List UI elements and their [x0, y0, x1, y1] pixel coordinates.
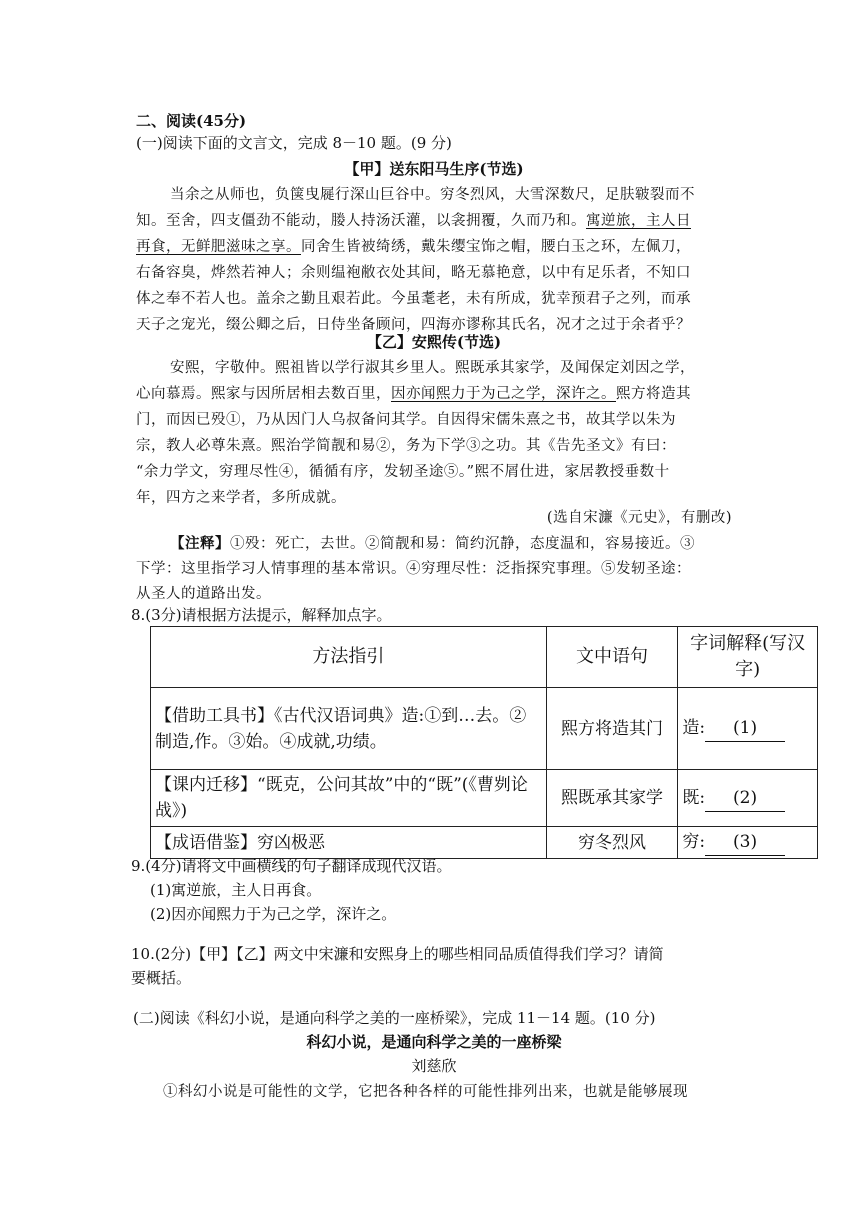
answer-cell: 既: (2)	[678, 770, 818, 827]
text-a-line: 知。至舍，四支僵劲不能动，媵人持汤沃灌，以衾拥覆，久而乃和。寓逆旅，主人日	[136, 213, 691, 229]
text-b-line: “余力学文，穷理尽性④，循循有序，发轫圣途⑤。”熙不屑仕进，家居教授垂数十	[136, 464, 670, 480]
sentence-cell: 穷冬烈风	[546, 827, 678, 859]
table-row	[151, 827, 818, 859]
text-b-title: 【乙】安熙传(节选)	[366, 333, 502, 351]
source-citation: (选自宋濂《元史》，有删改)	[546, 510, 732, 526]
answer-blank[interactable]: (2)	[705, 785, 785, 812]
header-method: 方法指引	[151, 627, 547, 688]
text-b-line: 心向慕焉。熙家与因所居相去数百里，因亦闻熙力于为己之学，深许之。熙方将造其	[136, 386, 691, 402]
table-row	[151, 688, 818, 770]
table-header-row	[151, 627, 818, 688]
text-a-line: 右备容臭，烨然若神人；余则缊袍敝衣处其间，略无慕艳意，以中有足乐者，不知口	[136, 265, 691, 281]
question-8-stem: 8.(3分)请根据方法提示，解释加点字。	[131, 606, 392, 624]
text-a-line: 再食，无鲜肥滋味之享。同舍生皆被绮绣，戴朱缨宝饰之帽，腰白玉之环，左佩刀，	[136, 239, 691, 255]
underlined-sentence: 再食，无鲜肥滋味之享。	[136, 239, 301, 255]
method-cell: 【借助工具书】《古代汉语词典》造:①到…去。②制造,作。③始。④成就,功绩。	[151, 688, 547, 770]
question-10-stem: 10.(2分)【甲】【乙】两文中宋濂和安熙身上的哪些相同品质值得我们学习？请简	[131, 945, 664, 963]
text-b-line: 安熙，字敬仲。熙祖皆以学行淑其乡里人。熙既承其家学，及闻保定刘因之学，	[170, 360, 695, 376]
section-title: 二、阅读(45分)	[136, 112, 247, 130]
part1-intro: (一)阅读下面的文言文，完成 8－10 题。(9 分)	[136, 134, 452, 152]
part2-intro: (二)阅读《科幻小说，是通向科学之美的一座桥梁》，完成 11－14 题。(10 分)	[133, 1009, 656, 1027]
question-9-item: (1)寓逆旅，主人日再食。	[150, 881, 322, 899]
question-9-stem: 9.(4分)请将文中画横线的句子翻译成现代汉语。	[131, 857, 452, 875]
text-a-line: 天子之宠光，缀公卿之后，日侍坐备顾问，四海亦谬称其氏名，况才之过于余者乎？	[136, 317, 691, 333]
text-a-line: 当余之从师也，负箧曳屣行深山巨谷中。穷冬烈风，大雪深数尺，足肤皲裂而不	[170, 187, 695, 203]
method-table	[150, 626, 818, 859]
answer-blank[interactable]: (3)	[705, 829, 785, 856]
text-b-line: 门，而因已殁①，乃从因门人乌叔备问其学。自因得宋儒朱熹之书，故其学以朱为	[136, 412, 676, 428]
text-b-line: 宗，教人必尊朱熹。熙治学简靓和易②，务为下学③之功。其《告先圣文》有曰：	[136, 438, 676, 454]
answer-cell: 穷: (3)	[678, 827, 818, 859]
article-title: 科幻小说，是通向科学之美的一座桥梁	[306, 1033, 562, 1051]
method-cell: 【成语借鉴】穷凶极恶	[151, 827, 547, 859]
text-a-line: 体之奉不若人也。盖余之勤且艰若此。今虽耄老，未有所成，犹幸预君子之列，而承	[136, 291, 691, 307]
question-10-stem: 要概括。	[131, 969, 192, 987]
sentence-cell: 熙既承其家学	[546, 770, 678, 827]
notes-label: 【注释】	[170, 535, 230, 552]
answer-cell: 造: (1)	[678, 688, 818, 770]
text-a-title: 【甲】送东阳马生序(节选)	[344, 160, 524, 178]
underlined-sentence: 寓逆旅，主人日	[586, 213, 691, 229]
underlined-sentence: 因亦闻熙力于为己之学，深许之。	[391, 386, 616, 402]
notes-line: 下学：这里指学习人情事理的基本常识。④穷理尽性：泛指探究事理。⑤发轫圣途：	[136, 561, 691, 577]
article-first-line: ①科幻小说是可能性的文学，它把各种各样的可能性排列出来，也就是能够展现	[163, 1084, 688, 1100]
text-b-line: 年，四方之来学者，多所成就。	[136, 490, 346, 506]
notes-line: 从圣人的道路出发。	[136, 586, 271, 602]
sentence-cell: 熙方将造其门	[546, 688, 678, 770]
header-sentence: 文中语句	[546, 627, 678, 688]
article-author: 刘慈欣	[411, 1057, 457, 1075]
question-9-item: (2)因亦闻熙力于为己之学，深许之。	[150, 905, 397, 923]
table-row	[151, 770, 818, 827]
notes-line: 【注释】①殁：死亡，去世。②简靓和易：简约沉静，态度温和，容易接近。③	[170, 535, 695, 552]
method-cell: 【课内迁移】“既克，公问其故”中的“既”(《曹刿论战》)	[151, 770, 547, 827]
header-word: 字词解释(写汉字)	[678, 627, 818, 688]
answer-blank[interactable]: (1)	[705, 715, 785, 742]
